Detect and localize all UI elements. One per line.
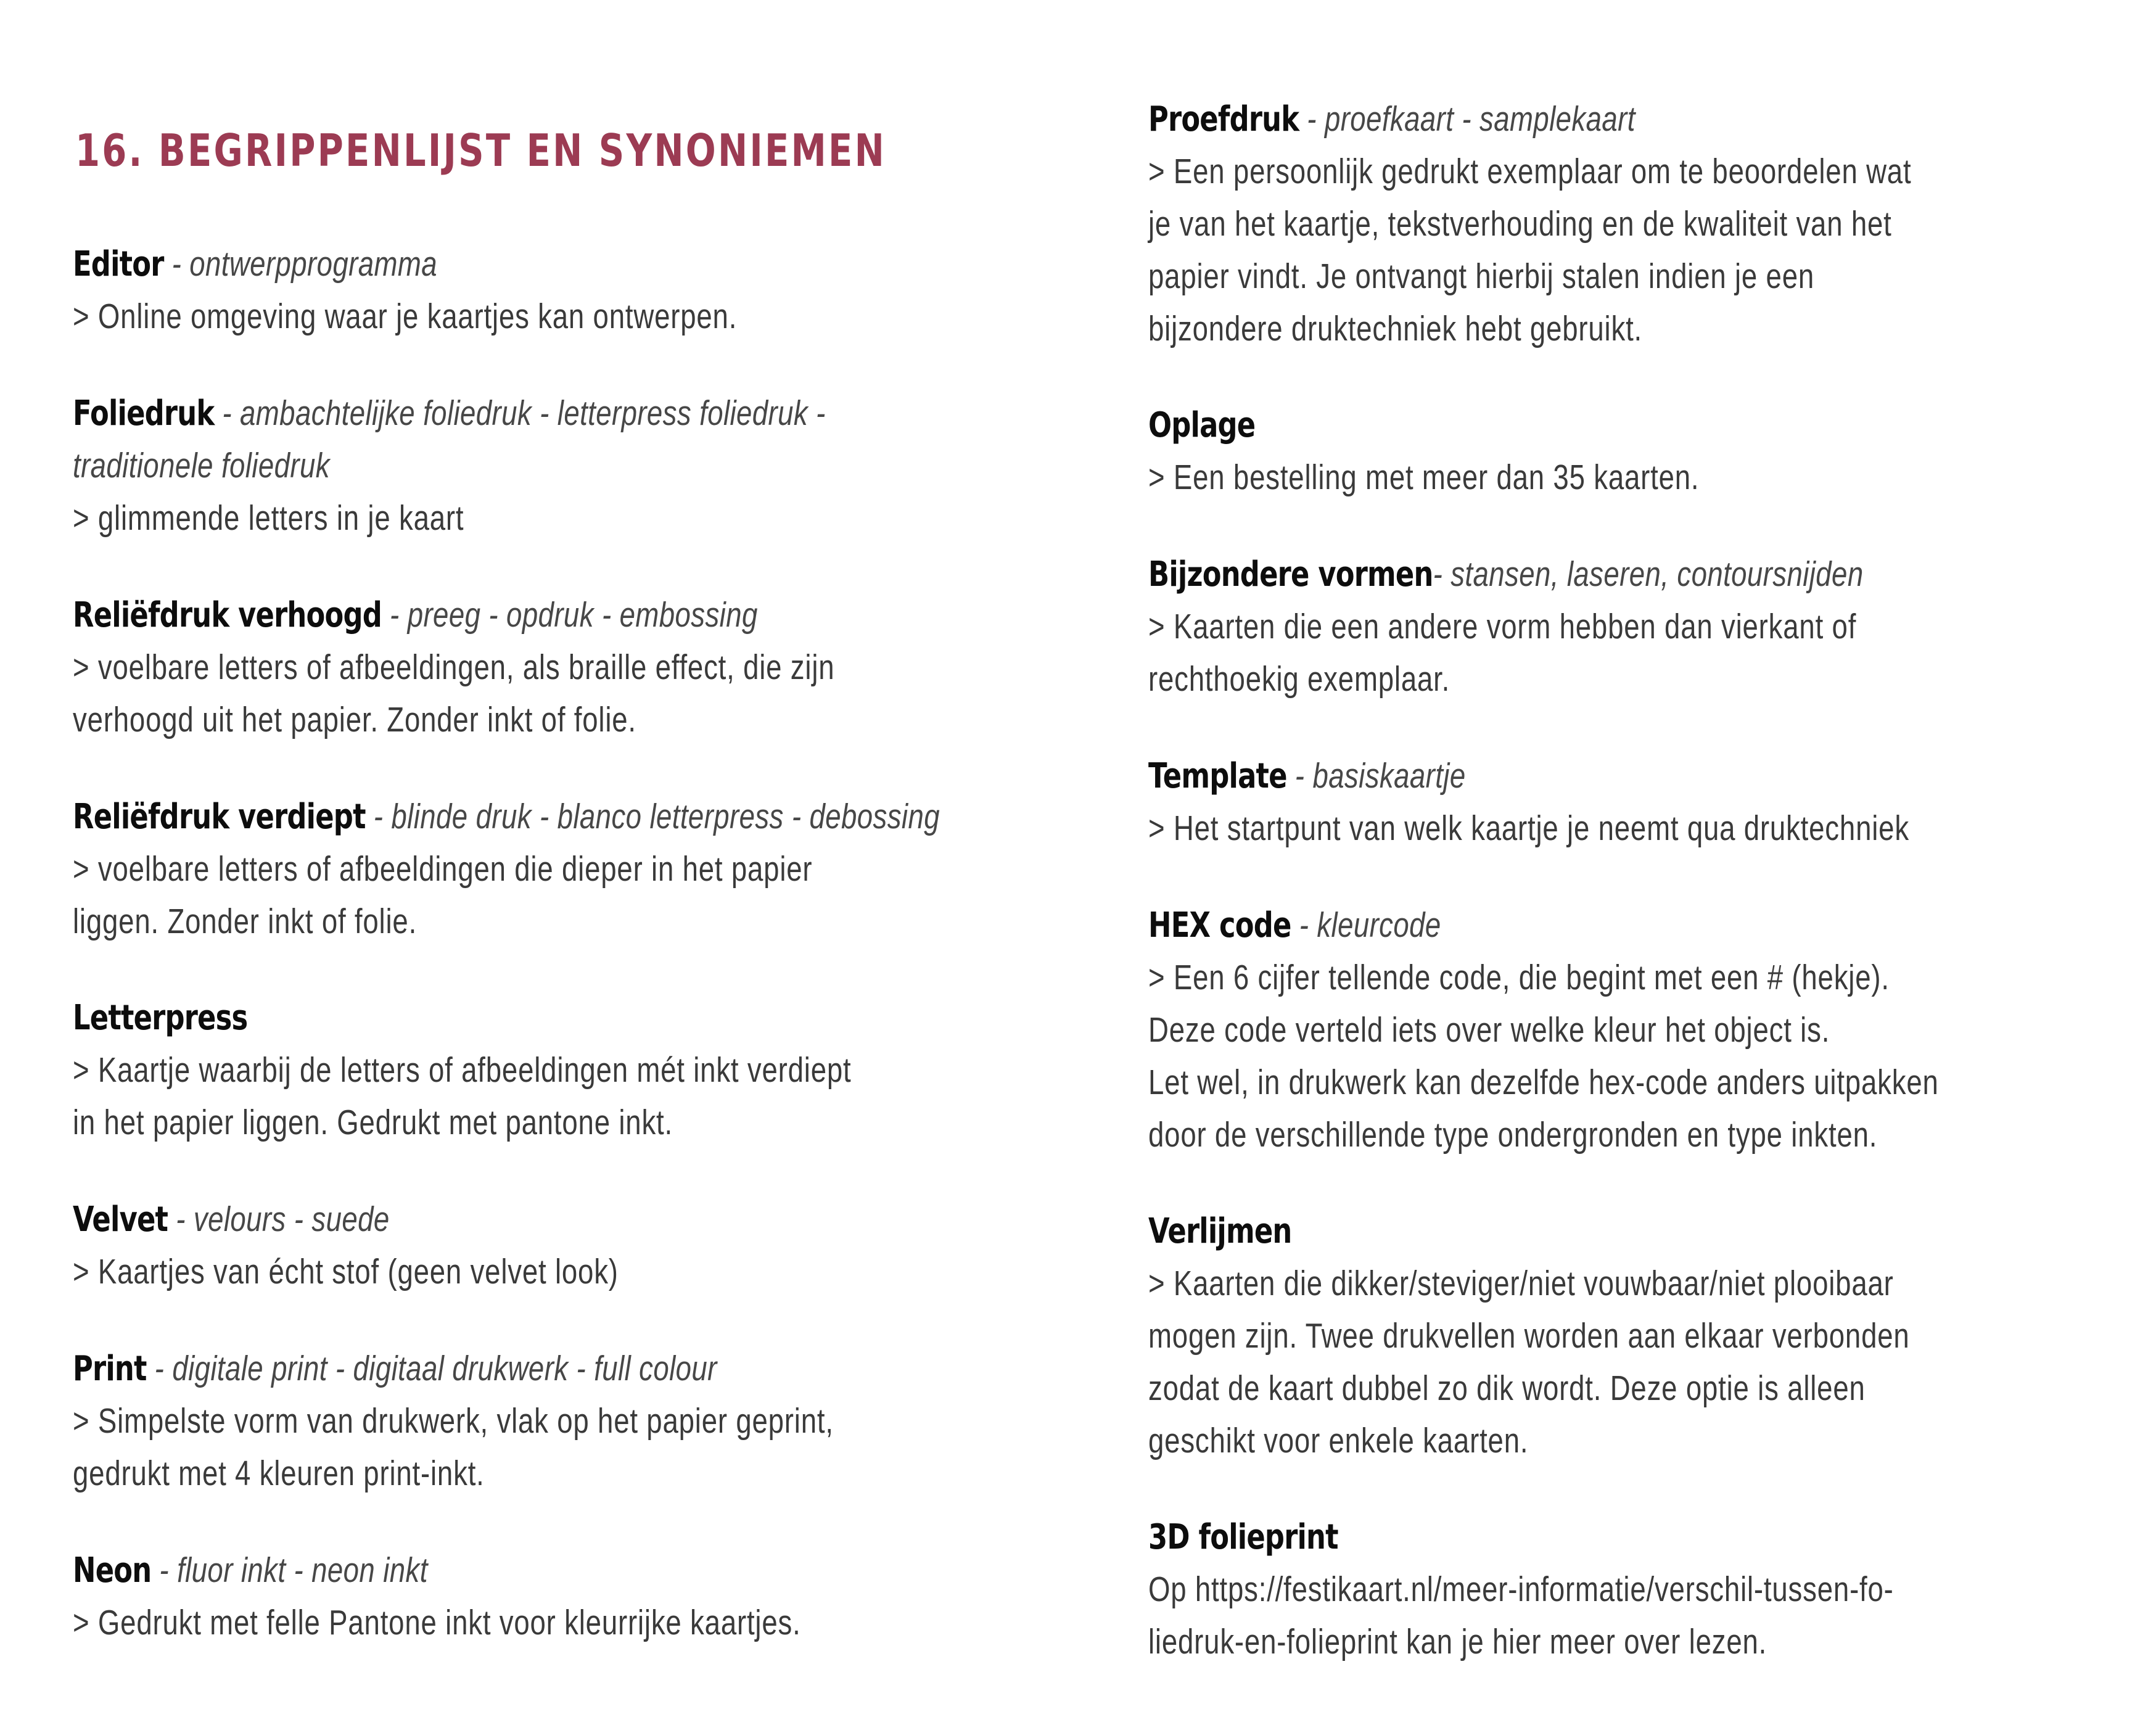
- text-line: [1148, 1113, 1948, 1166]
- text-line: [1148, 1367, 1948, 1419]
- text-line: [73, 795, 940, 847]
- glossary-entry: [1148, 553, 2147, 710]
- text-line: [1148, 904, 1948, 956]
- definition-text: > Kaartjes van écht stof (geen velvet look): [73, 1252, 619, 1291]
- text-line: [73, 1601, 872, 1653]
- text-line: [73, 1549, 872, 1601]
- glossary-entry: [1148, 1210, 2147, 1472]
- synonyms-text: - stansen, laseren, contoursnijden: [1433, 554, 1864, 594]
- definition-text: > voelbare letters of afbeeldingen die dieper in het papier: [73, 849, 813, 889]
- text-line: [73, 496, 872, 549]
- text-line: [1148, 404, 1948, 456]
- definition-text: > Een persoonlijk gedrukt exemplaar om te beoordelen wat: [1148, 152, 1912, 191]
- text-line: [1148, 1262, 1948, 1314]
- text-line: [1148, 754, 1948, 807]
- text-line: [73, 1250, 872, 1303]
- term-label: Bijzondere vormen: [1148, 554, 1433, 595]
- definition-text: > Simpelste vorm van drukwerk, vlak op het papier geprint,: [73, 1401, 834, 1441]
- text-line: [1148, 150, 1948, 202]
- text-line: [73, 1399, 872, 1452]
- definition-text: Let wel, in drukwerk kan dezelfde hex-code anders uitpakken: [1148, 1063, 1939, 1102]
- definition-text: > Kaartje waarbij de letters of afbeeldingen mét inkt verdiept: [73, 1050, 852, 1090]
- definition-text: geschikt voor enkele kaarten.: [1148, 1421, 1529, 1460]
- glossary-column-left: [73, 242, 1072, 1698]
- definition-text: in het papier liggen. Gedrukt met pantone inkt.: [73, 1103, 673, 1142]
- term-label: Editor: [73, 244, 164, 284]
- text-line: [1148, 1419, 1948, 1472]
- definition-text: > Online omgeving waar je kaartjes kan ontwerpen.: [73, 297, 738, 336]
- text-line: [73, 646, 872, 698]
- definition-text: > voelbare letters of afbeeldingen, als braille effect, die zijn: [73, 648, 835, 687]
- text-line: [1148, 1008, 1948, 1061]
- glossary-entry: [73, 593, 1072, 751]
- synonyms-text: - ambachtelijke foliedruk - letterpress foliedruk -: [214, 393, 826, 433]
- text-line: [73, 392, 872, 444]
- term-label: Foliedruk: [73, 393, 215, 434]
- text-line: [1148, 1314, 1948, 1367]
- glossary-entry: [1148, 97, 2147, 360]
- synonyms-text: traditionele foliedruk: [73, 446, 330, 485]
- definition-text: > Kaarten die een andere vorm hebben dan vierkant of: [1148, 607, 1857, 646]
- definition-text: papier vindt. Je ontvangt hierbij stalen indien je een: [1148, 257, 1815, 296]
- term-label: Reliëfdruk verhoogd: [73, 595, 382, 635]
- glossary-entry: [1148, 1516, 2147, 1673]
- text-line: [1148, 657, 1948, 710]
- text-line: [1148, 605, 1948, 657]
- text-line: [1148, 202, 1948, 255]
- glossary-entry: [1148, 754, 2147, 859]
- term-label: Print: [73, 1349, 147, 1389]
- glossary-entry: [1148, 404, 2147, 508]
- definition-text: verhoogd uit het papier. Zonder inkt of folie.: [73, 700, 636, 739]
- synonyms-text: - digitale print - digitaal drukwerk - full colour: [146, 1349, 717, 1388]
- glossary-entry: [73, 795, 1072, 952]
- text-line: [1148, 1061, 1948, 1113]
- synonyms-text: - preeg - opdruk - embossing: [381, 595, 758, 635]
- text-line: [1148, 307, 1948, 360]
- definition-text: bijzondere druktechniek hebt gebruikt.: [1148, 309, 1643, 348]
- term-label: Letterpress: [73, 998, 248, 1038]
- synonyms-text: - kleurcode: [1291, 905, 1441, 945]
- term-label: Reliëfdruk verdiept: [73, 797, 366, 837]
- definition-text: rechthoekig exemplaar.: [1148, 659, 1450, 699]
- definition-text: door de verschillende type ondergronden en type inkten.: [1148, 1115, 1878, 1155]
- term-label: Verlijmen: [1148, 1211, 1292, 1251]
- term-label: Proefdruk: [1148, 99, 1299, 139]
- term-label: HEX code: [1148, 905, 1291, 945]
- definition-text: > Een 6 cijfer tellende code, die begint met een # (hekje).: [1148, 958, 1890, 997]
- definition-text: liedruk-en-folieprint kan je hier meer over lezen.: [1148, 1622, 1767, 1661]
- text-line: [73, 242, 872, 295]
- glossary-entry: [73, 392, 1072, 549]
- text-line: [73, 1347, 872, 1399]
- definition-text: je van het kaartje, tekstverhouding en de kwaliteit van het: [1148, 204, 1892, 244]
- definition-text: mogen zijn. Twee drukvellen worden aan elkaar verbonden: [1148, 1316, 1910, 1356]
- text-line: [73, 295, 872, 347]
- text-line: [73, 593, 872, 646]
- text-line: [1148, 1620, 1948, 1673]
- definition-text: > Het startpunt van welk kaartje je neemt qua druktechniek: [1148, 809, 1909, 848]
- definition-text: liggen. Zonder inkt of folie.: [73, 902, 418, 941]
- synonyms-text: - proefkaart - samplekaart: [1299, 99, 1636, 139]
- text-line: [1148, 553, 1948, 605]
- glossary-entry: [1148, 904, 2147, 1166]
- synonyms-text: - blinde druk - blanco letterpress - debossing: [365, 797, 940, 836]
- text-line: [1148, 97, 1948, 150]
- text-line: [1148, 456, 1948, 508]
- text-line: [1148, 1516, 1948, 1568]
- term-label: Velvet: [73, 1200, 168, 1240]
- synonyms-text: - basiskaartje: [1286, 756, 1466, 796]
- text-line: [1148, 807, 1948, 859]
- definition-text: > Een bestelling met meer dan 35 kaarten.: [1148, 458, 1700, 497]
- definition-text: Op https://festikaart.nl/meer-informatie/verschil-tussen-fo-: [1148, 1570, 1894, 1609]
- definition-text: Deze code verteld iets over welke kleur het object is.: [1148, 1010, 1830, 1050]
- text-line: [1148, 1210, 1948, 1262]
- text-line: [1148, 1568, 1948, 1620]
- synonyms-text: - fluor inkt - neon inkt: [151, 1550, 428, 1590]
- glossary-entry: [73, 1347, 1072, 1504]
- text-line: [73, 1048, 872, 1101]
- definition-text: > Kaarten die dikker/steviger/niet vouwbaar/niet plooibaar: [1148, 1264, 1894, 1303]
- term-label: Neon: [73, 1550, 152, 1591]
- text-line: [73, 997, 872, 1048]
- text-line: [73, 444, 872, 496]
- definition-text: > glimmende letters in je kaart: [73, 498, 464, 538]
- term-label: 3D folieprint: [1148, 1517, 1338, 1557]
- text-line: [73, 900, 872, 952]
- text-line: [73, 847, 872, 900]
- definition-text: zodat de kaart dubbel zo dik wordt. Deze optie is alleen: [1148, 1369, 1866, 1408]
- text-line: [1148, 255, 1948, 307]
- text-line: [73, 1452, 872, 1504]
- text-line: [73, 1198, 872, 1250]
- glossary-entry: [73, 1198, 1072, 1303]
- synonyms-text: - velours - suede: [168, 1200, 390, 1239]
- page-title: 16. BEGRIPPENLIJST EN SYNONIEMEN: [75, 125, 887, 176]
- text-line: [1148, 956, 1948, 1008]
- glossary-entry: [73, 997, 1072, 1153]
- term-label: Oplage: [1148, 405, 1256, 445]
- definition-text: > Gedrukt met felle Pantone inkt voor kleurrijke kaartjes.: [73, 1603, 801, 1642]
- glossary-entry: [73, 242, 1072, 347]
- glossary-column-right: [1148, 97, 2147, 1717]
- definition-text: gedrukt met 4 kleuren print-inkt.: [73, 1454, 485, 1493]
- term-label: Template: [1148, 756, 1287, 796]
- glossary-entry: [73, 1549, 1072, 1653]
- synonyms-text: - ontwerpprogramma: [163, 244, 438, 284]
- text-line: [73, 1101, 872, 1153]
- text-line: [73, 698, 872, 751]
